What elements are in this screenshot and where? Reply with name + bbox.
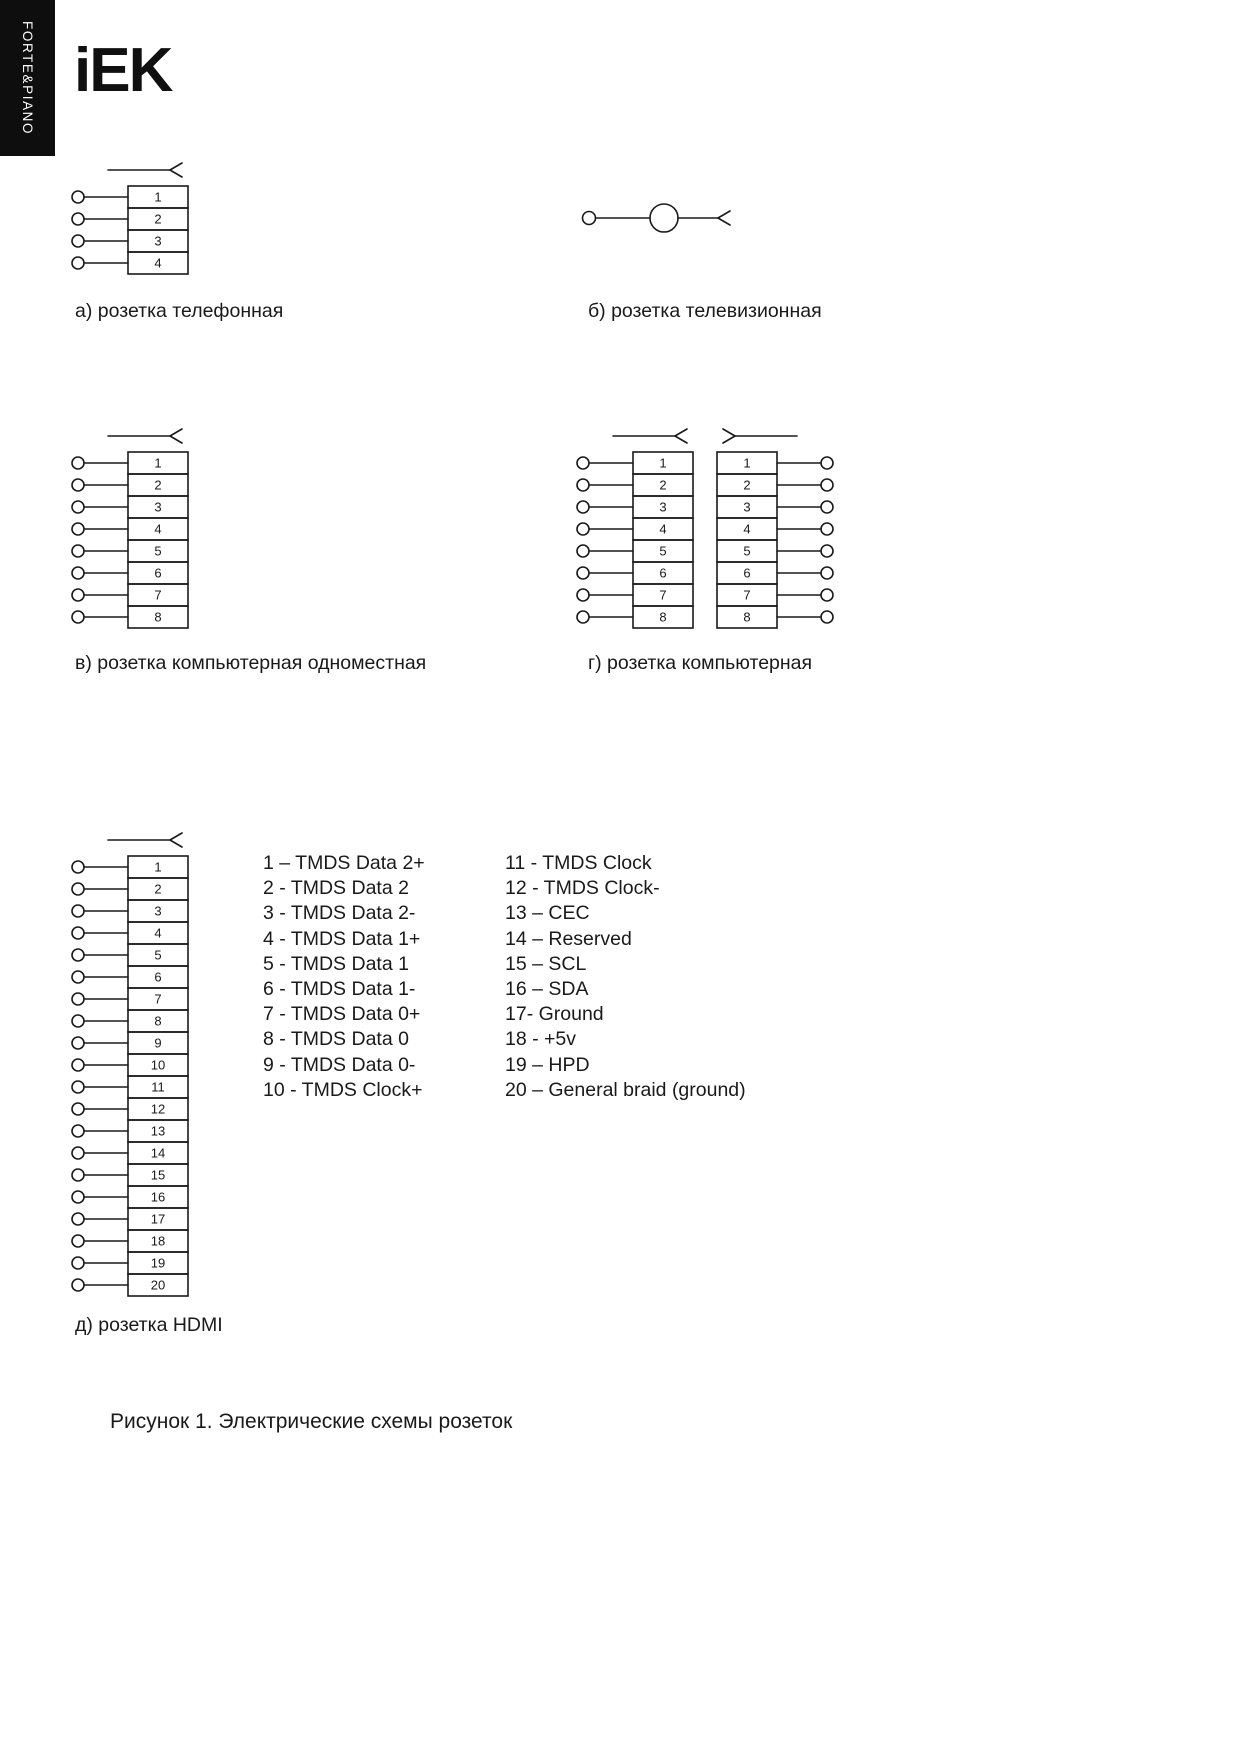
- terminal-circle: [72, 501, 84, 513]
- plug-symbol-fork-icon: [723, 436, 735, 443]
- pin-number: 3: [154, 903, 162, 919]
- terminal-circle: [72, 1147, 84, 1159]
- terminal-circle: [583, 212, 596, 225]
- pin-number: 14: [150, 1145, 166, 1161]
- pin-number: 8: [154, 1013, 162, 1029]
- terminal-circle: [72, 949, 84, 961]
- pin-number: 6: [154, 565, 162, 581]
- plug-symbol-fork-icon: [170, 833, 182, 840]
- terminal-circle: [72, 479, 84, 491]
- pin-number: 6: [154, 969, 162, 985]
- hdmi-pin-label: 2 - TMDS Data 2: [263, 877, 409, 900]
- terminal-circle: [72, 1103, 84, 1115]
- tv-socket-label: б) розетка телевизионная: [588, 300, 822, 322]
- pin-number: 1: [659, 455, 667, 471]
- terminal-circle: [72, 1081, 84, 1093]
- pin-number: 5: [154, 543, 162, 559]
- pin-number: 15: [150, 1167, 166, 1183]
- terminal-circle: [72, 545, 84, 557]
- iek-logo: iEK: [74, 36, 172, 105]
- pin-number: 7: [154, 991, 162, 1007]
- pin-number: 2: [154, 881, 162, 897]
- terminal-circle: [821, 611, 833, 623]
- plug-symbol-fork-icon: [675, 436, 687, 443]
- pin-number: 4: [743, 521, 751, 537]
- plug-symbol-fork-icon: [718, 218, 730, 225]
- hdmi-pin-label: 4 - TMDS Data 1+: [263, 927, 421, 950]
- plug-symbol-fork-icon: [170, 429, 182, 436]
- terminal-circle: [821, 501, 833, 513]
- pin-number: 1: [743, 455, 751, 471]
- terminal-circle: [821, 567, 833, 579]
- hdmi-pin-label: 17- Ground: [505, 1003, 604, 1026]
- pin-number: 8: [154, 609, 162, 625]
- pin-number: 8: [659, 609, 667, 625]
- terminal-circle: [577, 589, 589, 601]
- terminal-circle: [72, 905, 84, 917]
- hdmi-pin-label: 5 - TMDS Data 1: [263, 952, 409, 975]
- pin-number: 4: [659, 521, 667, 537]
- hdmi-pin-label: 11 - TMDS Clock: [505, 852, 652, 874]
- terminal-circle: [72, 257, 84, 269]
- terminal-circle: [72, 993, 84, 1005]
- pin-number: 11: [151, 1079, 165, 1095]
- plug-symbol-fork-icon: [170, 840, 182, 847]
- series-label: FORTE&PIANO: [20, 20, 35, 136]
- pin-number: 1: [154, 859, 162, 875]
- terminal-circle: [72, 213, 84, 225]
- terminal-circle: [577, 501, 589, 513]
- pin-number: 2: [154, 211, 162, 227]
- hdmi-pin-label: 18 - +5v: [505, 1028, 577, 1051]
- hdmi-pin-label: 16 – SDA: [505, 978, 589, 1001]
- hdmi-socket-schematic: [70, 828, 200, 1302]
- series-sidebar-tab: [0, 0, 55, 156]
- terminal-circle: [577, 479, 589, 491]
- pin-number: 3: [743, 499, 751, 515]
- computer-socket-single-label: в) розетка компьютерная одноместная: [75, 652, 427, 674]
- plug-symbol-fork-icon: [170, 163, 182, 170]
- hdmi-pin-label: 12 - TMDS Clock-: [505, 877, 660, 900]
- terminal-circle: [577, 545, 589, 557]
- hdmi-pin-label: 14 – Reserved: [505, 927, 632, 950]
- terminal-circle: [821, 457, 833, 469]
- hdmi-pin-label: 19 – HPD: [505, 1053, 590, 1076]
- terminal-circle: [72, 971, 84, 983]
- hdmi-pin-label: 9 - TMDS Data 0-: [263, 1053, 416, 1076]
- hdmi-pin-label: 20 – General braid (ground): [505, 1078, 746, 1101]
- hdmi-pin-label: 1 – TMDS Data 2+: [263, 852, 425, 874]
- pin-number: 4: [154, 521, 162, 537]
- terminal-circle: [72, 611, 84, 623]
- tv-socket-schematic: [578, 196, 748, 240]
- hdmi-pin-label: 15 – SCL: [505, 952, 587, 975]
- terminal-circle: [72, 1169, 84, 1181]
- terminal-circle: [72, 1279, 84, 1291]
- terminal-circle: [821, 479, 833, 491]
- pin-number: 18: [150, 1233, 166, 1249]
- pin-number: 10: [150, 1057, 166, 1073]
- pin-number: 13: [150, 1123, 166, 1139]
- plug-symbol-fork-icon: [723, 429, 735, 436]
- pin-number: 7: [154, 587, 162, 603]
- terminal-circle: [72, 1235, 84, 1247]
- pin-number: 4: [154, 925, 162, 941]
- hdmi-pin-label: 13 – CEC: [505, 902, 590, 925]
- terminal-circle: [577, 611, 589, 623]
- terminal-circle: [72, 1015, 84, 1027]
- pin-number: 1: [154, 455, 162, 471]
- computer-socket-double-left-schematic: [575, 424, 705, 634]
- pin-number: 17: [150, 1211, 166, 1227]
- telephone-socket-schematic: [70, 158, 200, 280]
- pin-number: 8: [743, 609, 751, 625]
- tv-coupler-circle: [650, 204, 678, 232]
- pin-number: 2: [154, 477, 162, 493]
- pin-number: 16: [150, 1189, 166, 1205]
- plug-symbol-fork-icon: [170, 170, 182, 177]
- pin-number: 3: [154, 233, 162, 249]
- hdmi-pin-list-col1: [263, 851, 425, 1103]
- terminal-circle: [72, 927, 84, 939]
- terminal-circle: [72, 1257, 84, 1269]
- terminal-circle: [821, 589, 833, 601]
- terminal-circle: [72, 457, 84, 469]
- figure-caption: Рисунок 1. Электрические схемы розеток: [110, 1410, 513, 1433]
- hdmi-pin-label: 10 - TMDS Clock+: [263, 1078, 423, 1101]
- pin-number: 5: [659, 543, 667, 559]
- terminal-circle: [72, 861, 84, 873]
- pin-number: 6: [743, 565, 751, 581]
- terminal-circle: [72, 589, 84, 601]
- terminal-circle: [72, 567, 84, 579]
- terminal-circle: [577, 567, 589, 579]
- pin-number: 2: [659, 477, 667, 493]
- pin-number: 6: [659, 565, 667, 581]
- terminal-circle: [72, 235, 84, 247]
- pin-number: 5: [154, 947, 162, 963]
- terminal-circle: [72, 883, 84, 895]
- plug-symbol-fork-icon: [170, 436, 182, 443]
- terminal-circle: [72, 1037, 84, 1049]
- pin-number: 20: [150, 1277, 166, 1293]
- hdmi-pin-label: 7 - TMDS Data 0+: [263, 1003, 421, 1026]
- terminal-circle: [72, 1213, 84, 1225]
- hdmi-socket-label: д) розетка HDMI: [75, 1314, 223, 1336]
- pin-number: 19: [150, 1255, 166, 1271]
- hdmi-pin-list-col2: [505, 851, 746, 1103]
- pin-number: 7: [659, 587, 667, 603]
- terminal-circle: [577, 457, 589, 469]
- pin-number: 3: [659, 499, 667, 515]
- plug-symbol-fork-icon: [718, 211, 730, 218]
- hdmi-pin-label: 8 - TMDS Data 0: [263, 1028, 409, 1051]
- hdmi-pin-label: 6 - TMDS Data 1-: [263, 978, 416, 1001]
- pin-number: 4: [154, 255, 162, 271]
- terminal-circle: [72, 1191, 84, 1203]
- terminal-circle: [72, 191, 84, 203]
- computer-socket-double-right-schematic: [705, 424, 835, 634]
- telephone-socket-label: а) розетка телефонная: [75, 300, 284, 322]
- terminal-circle: [821, 523, 833, 535]
- pin-number: 1: [154, 189, 162, 205]
- terminal-circle: [72, 1059, 84, 1071]
- pin-number: 5: [743, 543, 751, 559]
- terminal-circle: [577, 523, 589, 535]
- pin-number: 2: [743, 477, 751, 493]
- computer-socket-single-schematic: [70, 424, 200, 634]
- computer-socket-double-label: г) розетка компьютерная: [588, 652, 813, 674]
- pin-number: 12: [150, 1101, 166, 1117]
- pin-number: 3: [154, 499, 162, 515]
- terminal-circle: [821, 545, 833, 557]
- terminal-circle: [72, 1125, 84, 1137]
- terminal-circle: [72, 523, 84, 535]
- hdmi-pin-label: 3 - TMDS Data 2-: [263, 902, 416, 925]
- pin-number: 7: [743, 587, 751, 603]
- plug-symbol-fork-icon: [675, 429, 687, 436]
- pin-number: 9: [154, 1035, 162, 1051]
